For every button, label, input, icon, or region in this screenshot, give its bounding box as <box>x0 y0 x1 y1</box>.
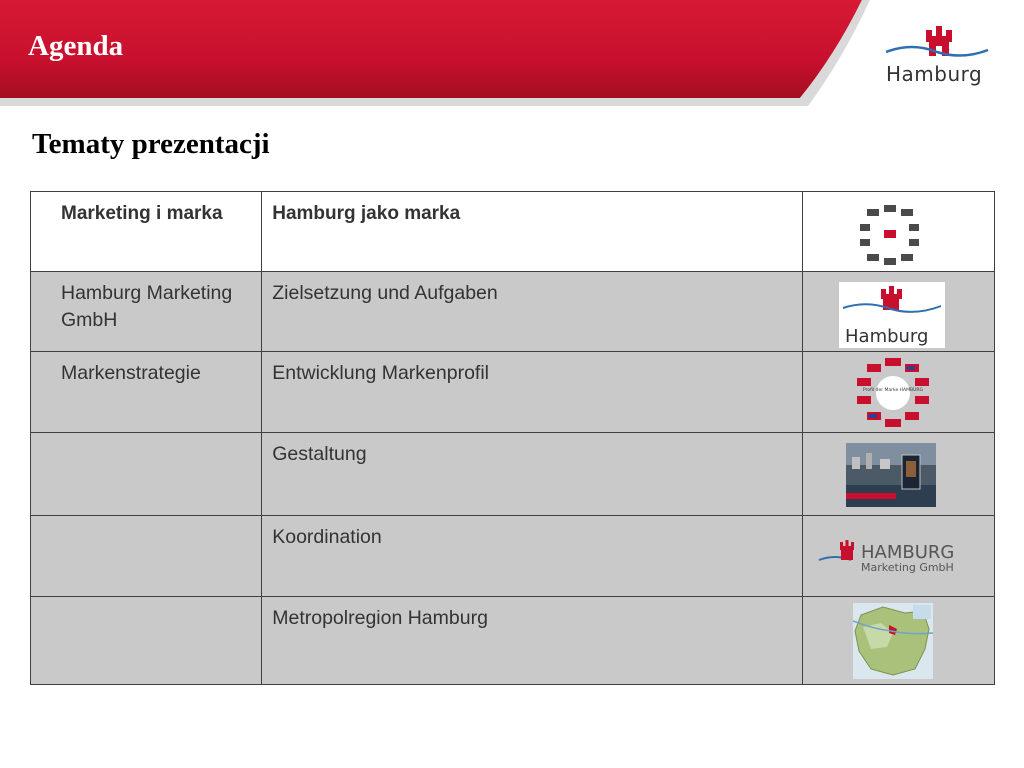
row-col2: Metropolregion Hamburg <box>272 607 488 629</box>
header-banner <box>0 0 1024 112</box>
agenda-table <box>30 191 995 685</box>
row-col1: Markenstrategie <box>61 362 201 384</box>
table-row <box>31 352 995 433</box>
thumb-hmg-line1: HAMBURG <box>860 542 955 563</box>
metropolitan-region-map-thumbnail <box>853 603 933 679</box>
table-header-row <box>31 192 995 272</box>
city-poster-thumbnail <box>846 443 936 507</box>
row-col2: Entwicklung Markenprofil <box>272 362 489 384</box>
thumb-logo-text: Hamburg <box>844 326 929 347</box>
row-col1 <box>31 516 261 524</box>
row-col1: Hamburg Marketing GmbH <box>61 282 233 331</box>
header-col1: Marketing i marka <box>61 203 223 224</box>
hamburg-logo-thumbnail <box>839 282 945 348</box>
table-row <box>31 516 995 597</box>
header-title: Agenda <box>28 30 124 62</box>
brand-circle-thumbnail <box>859 204 921 266</box>
logo-text: Hamburg <box>886 62 983 86</box>
row-col1 <box>31 433 261 441</box>
row-col2: Gestaltung <box>272 443 367 465</box>
thumb-hmg-line2: Marketing GmbH <box>860 561 954 574</box>
table-row <box>31 597 995 685</box>
header-col2: Hamburg jako marka <box>272 203 461 224</box>
row-col2: Koordination <box>272 526 382 548</box>
brand-profile-thumbnail <box>855 358 931 428</box>
table-row <box>31 433 995 516</box>
thumb-profile-text: Profil der Marke HAMBURG <box>862 388 923 393</box>
table-row <box>31 272 995 352</box>
row-col2: Zielsetzung und Aufgaben <box>272 282 498 304</box>
page-title: Tematy prezentacji <box>32 128 270 160</box>
row-col1 <box>31 597 261 605</box>
hamburg-marketing-logo-thumbnail <box>817 536 963 578</box>
